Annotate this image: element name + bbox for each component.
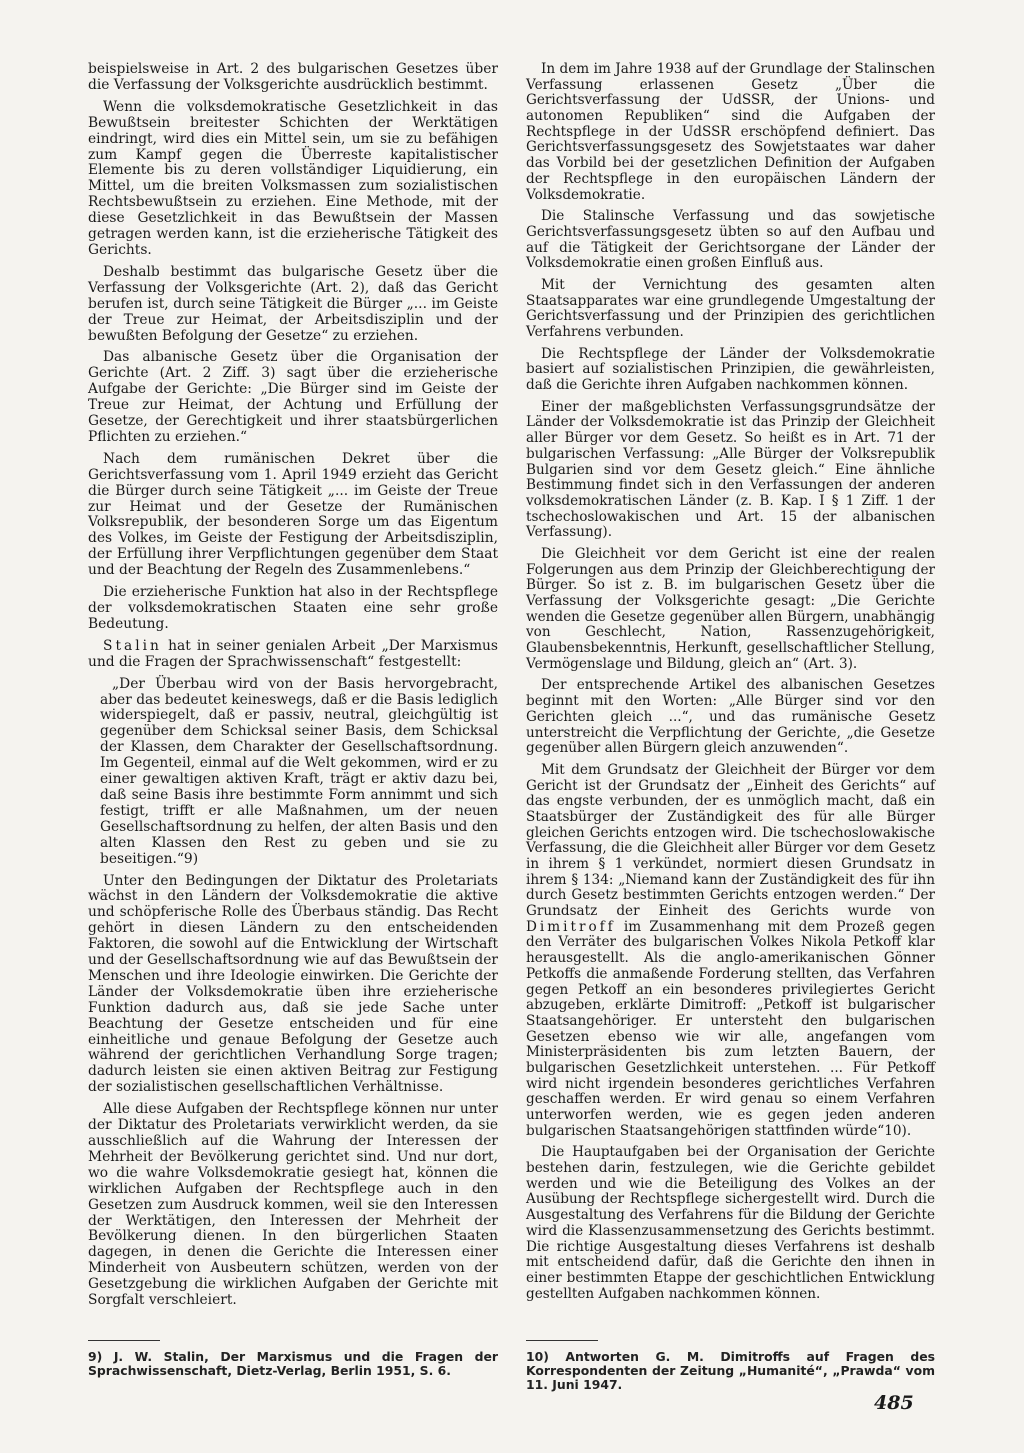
paragraph: In dem im Jahre 1938 auf der Grundlage der Stalinschen Verfassung erlassenen Gesetz „Über die Gerichtsverfassung der UdSSR, der Unions- und autonomen Republiken“ sind die Aufgaben der Rechtspflege in der UdSSR erschöpfend definiert. Das Gerichtsverfassungsgesetz des Sowjetstaates war daher das Vorbild bei der gesetzlichen Definition der Aufgaben der Rechtspflege in den europäischen Ländern der Volksdemokratie.	[526, 61, 935, 203]
paragraph: Die Stalinsche Verfassung und das sowjetische Gerichtsverfassungsgesetz übten so auf den Aufbau und auf die Tätigkeit der Gerichtsorgane der Länder der Volksdemokratie einen großen Einfluß aus.	[526, 208, 935, 272]
paragraph-text: im Zusammenhang mit dem Prozeß gegen den Verräter des bulgarischen Volkes Nikola Petkoff klar herausgestellt. Als die anglo-amerikanischen Gönner Petkoffs die anmaßende Forderung stellten, das Verfahren gegen Petkoff an ein besonderes privilegiertes Gericht abzugeben, erklärte Dimitroff: „Petkoff ist bulgarischer Staatsangehöriger. Er untersteht den bulgarischen Gesetzen ebenso wie wir alle, angefangen vom Ministerpräsidenten bis zum letzten Bauern, der bulgarischen Gesetzlichkeit unterstehen. ... Für Petkoff wird nicht irgendein besonderes gerichtliches Verfahren geschaffen werden. Er wird genau so einem Verfahren unterworfen werden, wie es gegen jeden anderen bulgarischen Staatsangehörigen stattfinden würde“10).	[526, 918, 935, 1139]
paragraph: Einer der maßgeblichsten Verfassungsgrundsätze der Länder der Volksdemokratie ist das Prinzip der Gleichheit aller Bürger vor dem Gesetz. So heißt es in Art. 71 der bulgarischen Verfassung: „Alle Bürger der Volksrepublik Bulgarien sind vor dem Gesetz gleich.“ Eine ähnliche Bestimmung findet sich in den Verfassungen der anderen volksdemokratischen Länder (z. B. Kap. I § 1 Ziff. 1 der tschechoslowakischen und Art. 15 der albanischen Verfassung).	[526, 398, 935, 541]
footnote-rule	[526, 1340, 598, 1341]
left-column	[88, 62, 498, 1315]
footnote-rule	[88, 1340, 160, 1341]
author-name: Dimitroff	[526, 918, 616, 935]
paragraph	[526, 763, 935, 1140]
paragraph: Das albanische Gesetz über die Organisation der Gerichte (Art. 2 Ziff. 3) sagt über die erzieherische Aufgabe der Gerichte: „Die Bürger sind im Geiste der Treue zur Heimat, der Achtung und Erfüllung der Gesetze, der Gerechtigkeit und ihrer staatsbürgerlichen Pflichten zu erziehen.“	[88, 349, 498, 445]
paragraph: Die Gleichheit vor dem Gericht ist eine der realen Folgerungen aus dem Prinzip der Gleichberechtigung der Bürger. So ist z. B. im bulgarischen Gesetz über die Verfassung der Volksgerichte gesagt: „Die Gerichte wenden die Gesetze gegenüber allen Bürgern, unabhängig von Geschlecht, Nation, Rassenzugehörigkeit, Glaubensbekenntnis, Herkunft, gesellschaftlicher Stellung, Vermögenslage und Bildung, gleich an“ (Art. 3).	[526, 545, 935, 672]
footnote-9: 9) J. W. Stalin, Der Marxismus und die Fragen der Sprachwissenschaft, Dietz-Verlag, Berlin 1951, S. 6.	[88, 1349, 498, 1379]
paragraph: Alle diese Aufgaben der Rechtspflege können nur unter der Diktatur des Proletariats verwirklicht werden, da sie ausschließlich auf die Wahrung der Interessen der Mehrheit der Bevölkerung gerichtet sind. Und nur dort, wo die wahre Volksdemokratie gesiegt hat, können die wirklichen Aufgaben der Rechtspflege auch in den Gesetzen zum Ausdruck kommen, weil sie den Interessen der Werktätigen, den Interessen der Mehrheit der Bevölkerung dienen. In den bürgerlichen Staaten dagegen, in denen die Gerichte die Interessen einer Minderheit von Ausbeutern schützen, werden von der Gesetzgebung die wirklichen Aufgaben der Gerichte mit Sorgfalt verschleiert.	[88, 1101, 498, 1309]
paragraph-text: Mit dem Grundsatz der Gleichheit der Bürger vor dem Gericht ist der Grundsatz der „Einheit des Gerichts“ auf das engste verbunden, der es unmöglich macht, daß ein Staatsbürger der Zuständigkeit des für alle Bürger gleichen Gerichts entzogen wird. Die tschechoslowakische Verfassung, die die Gleichheit aller Bürger vor dem Gesetz in ihrem § 1 verkündet, normiert diesen Grundsatz in ihrem § 134: „Niemand kann der Zuständigkeit des für ihn durch Gesetz bestimmten Gerichts entzogen werden.“ Der Grundsatz der Einheit des Gerichts wurde von	[526, 761, 935, 920]
paragraph-text: hat in seiner genialen Arbeit „Der Marxismus und die Fragen der Sprachwissenschaft“ festgestellt:	[88, 637, 498, 670]
paragraph: Der entsprechende Artikel des albanischen Gesetzes beginnt mit den Worten: „Alle Bürger sind vor den Gerichten gleich ...“, und das rumänische Gesetz unterstreicht die Verpflichtung der Gerichte, „die Gesetze gegenüber allen Bürgern gleich anzuwenden“.	[526, 677, 935, 757]
block-quote: „Der Überbau wird von der Basis hervorgebracht, aber das bedeutet keineswegs, daß er die Basis lediglich widerspiegelt, daß er passiv, neutral, gleichgültig ist gegenüber dem Schicksal seiner Basis, dem Schicksal der Klassen, dem Charakter der Gesellschaftsordnung. Im Gegenteil, einmal auf die Welt gekommen, wird er zu einer gewaltigen aktiven Kraft, trägt er aktiv dazu bei, daß seine Basis ihre bestimmte Form annimmt und sich festigt, trifft er alle Maßnahmen, um der neuen Gesellschaftsordnung zu helfen, der alten Basis und den alten Klassen den Rest zu geben und sie zu beseitigen.“9)	[100, 675, 498, 867]
right-column	[526, 62, 935, 1308]
paragraph: beispielsweise in Art. 2 des bulgarischen Gesetzes über die Verfassung der Volksgerichte ausdrücklich bestimmt.	[88, 61, 498, 93]
paragraph: Die erzieherische Funktion hat also in der Rechtspflege der volksdemokratischen Staaten eine sehr große Bedeutung.	[88, 584, 498, 632]
footnote-10: 10) Antworten G. M. Dimitroffs auf Fragen des Korrespondenten der Zeitung „Humanité“, „Prawda“ vom 11. Juni 1947.	[526, 1349, 935, 1393]
paragraph: Die Hauptaufgaben bei der Organisation der Gerichte bestehen darin, festzulegen, wie die Gerichte gebildet werden und wie die Beteiligung des Volkes an der Ausübung der Rechtspflege sichergestellt wird. Durch die Ausgestaltung des Verfahrens für die Bildung der Gerichte wird die Klassenzusammensetzung des Gerichts bestimmt. Die richtige Ausgestaltung dieses Verfahrens ist deshalb mit entscheidend dafür, daß die Gerichte den ihnen in einer bestimmten Etappe der geschichtlichen Entwicklung gestellten Aufgaben nachkommen können.	[526, 1144, 935, 1302]
paragraph: Mit der Vernichtung des gesamten alten Staatsapparates war eine grundlegende Umgestaltung der Gerichtsverfassung und der Prinzipien des gerichtlichen Verfahrens verbunden.	[526, 276, 935, 340]
author-name: Stalin	[103, 637, 162, 654]
paragraph: Die Rechtspflege der Länder der Volksdemokratie basiert auf sozialistischen Prinzipien, die gewährleisten, daß die Gerichte ihren Aufgaben nachkommen können.	[526, 345, 935, 394]
paragraph: Deshalb bestimmt das bulgarische Gesetz über die Verfassung der Volksgerichte (Art. 2), daß das Gericht berufen ist, durch seine Tätigkeit die Bürger „... im Geiste der Treue zur Heimat, der Arbeitsdisziplin und der bewußten Befolgung der Gesetze“ zu erziehen.	[88, 263, 498, 344]
paragraph: Nach dem rumänischen Dekret über die Gerichtsverfassung vom 1. April 1949 erzieht das Gericht die Bürger durch seine Tätigkeit „... im Geiste der Treue zur Heimat und der Gesetze der Rumänischen Volksrepublik, der besonderen Sorge um das Eigentum des Volkes, im Geiste der Festigung der Arbeitsdisziplin, der Erfüllung ihrer Verpflichtungen gegenüber dem Staat und der Beachtung der Regeln des Zusammenlebens.“	[88, 450, 498, 579]
paragraph: Wenn die volksdemokratische Gesetzlichkeit in das Bewußtsein breitester Schichten der Werktätigen eindringt, wird dies ein Mittel sein, um sie zu befähigen zum Kampf gegen die Überreste kapitalistischer Elemente bis zu deren vollständiger Liquidierung, ein Mittel, um die breiten Volksmassen zum sozialistischen Rechtsbewußtsein zu erziehen. Eine Methode, mit der diese Gesetzlichkeit in das Bewußtsein der Massen getragen werden kann, ist die erzieherische Tätigkeit des Gerichts.	[88, 98, 498, 258]
paragraph: Unter den Bedingungen der Diktatur des Proletariats wächst in den Ländern der Volksdemokratie die aktive und schöpferische Rolle des Überbaus ständig. Das Recht gehört in diesen Ländern zu den entscheidenden Faktoren, die sowohl auf die Entwicklung der Wirtschaft und der Gesellschaftsordnung wie auf das Bewußtsein der Menschen und ihre Ideologie einwirken. Die Gerichte der Länder der Volksdemokratie üben ihre erzieherische Funktion dadurch aus, daß sie jede Sache unter Beachtung der Gesetze entscheiden und für eine einheitliche und genaue Befolgung der Gesetze auch während der gerichtlichen Verhandlung Sorge tragen; dadurch leisten sie einen aktiven Beitrag zur Festigung der sozialistischen gesellschaftlichen Verhältnisse.	[88, 872, 498, 1096]
paragraph	[88, 639, 498, 671]
page-number: 485	[874, 1392, 914, 1414]
